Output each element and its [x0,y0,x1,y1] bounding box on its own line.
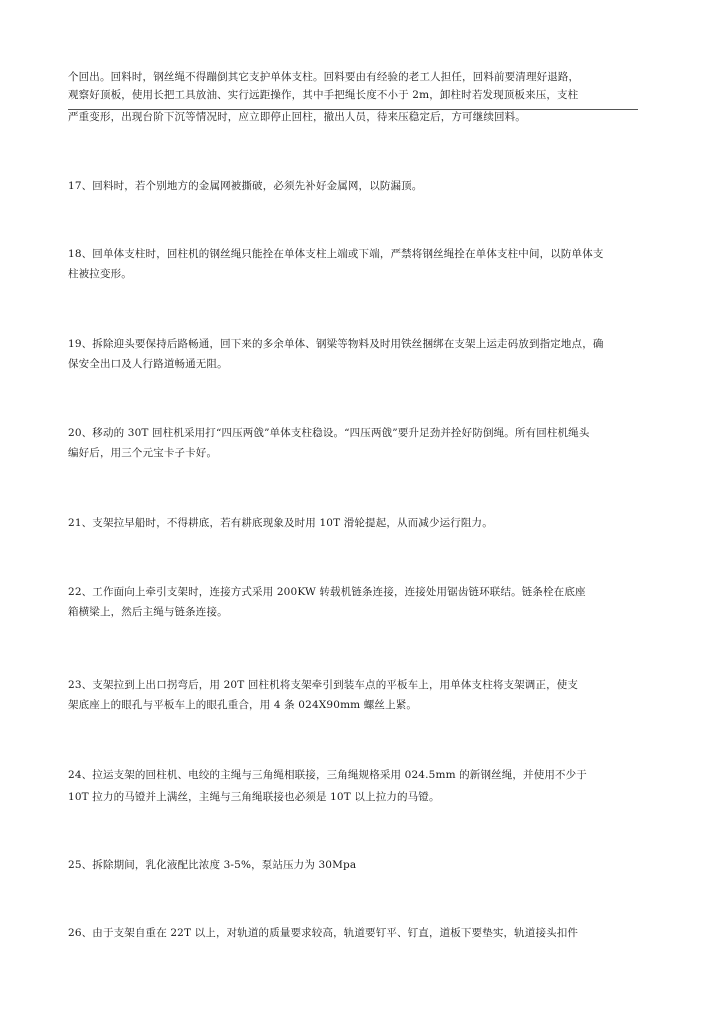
top-paragraph-line-2: 观察好顶板，使用长把工具放油、实行远距操作，其中手把绳长度不小于 2m，卸柱时若发现顶板来压，支柱 [68,89,579,101]
item-25-line-1: 25、拆除期间，乳化液配比浓度 3-5%，泵站压力为 30Mpa [68,859,357,871]
top-paragraph-line-3: 严重变形，出现台阶下沉等情况时，应立即停止回柱，撤出人员，待来压稳定后，方可继续回料。 [68,111,526,123]
item-18-line-2: 柱被拉变形。 [68,268,132,280]
item-23-line-2: 架底座上的眼孔与平板车上的眼孔重合，用 4 条 024X90mm 螺丝上紧。 [68,699,418,711]
item-20-line-1: 20、移动的 30T 回柱机采用打“四压两戗”单体支柱稳设。“四压两戗”要升足劲并拴好防倒绳。所有回柱机绳头 [68,427,590,439]
item-26-line-1: 26、由于支架自重在 22T 以上，对轨道的质量要求较高，轨道要钉平、钉直，道板下要垫实，轨道接头扣件 [68,927,579,939]
item-20-line-2: 编好后，用三个元宝卡子卡好。 [68,447,218,459]
item-22-line-2: 箱横梁上，然后主绳与链条连接。 [68,606,228,618]
item-24-line-2: 10T 拉力的马镫并上满丝，主绳与三角绳联接也必须是 10T 以上拉力的马镫。 [68,791,440,803]
item-22-line-1: 22、工作面向上牵引支架时，连接方式采用 200KW 转载机链条连接，连接处用锯齿链环联结。链条栓在底座 [68,586,586,598]
top-paragraph-line-1: 个回出。回料时，钢丝绳不得蹦倒其它支护单体支柱。回料要由有经验的老工人担任，回料前要清理好退路， [68,71,580,83]
item-19-line-1: 19、拆除迎头要保持后路畅通，回下来的多余单体、钢梁等物料及时用铁丝捆绑在支架上运走码放到指定地点，确 [68,338,604,350]
item-24-line-1: 24、拉运支架的回柱机、电绞的主绳与三角绳相联接，三角绳规格采用 024.5mm 的新钢丝绳，并使用不少于 [68,769,587,781]
item-21-line-1: 21、支架拉早船时，不得耕底，若有耕底现象及时用 10T 滑轮提起，从而减少运行阻力。 [68,517,493,529]
item-17-line-1: 17、回料时，若个别地方的金属网被撕破，必须先补好金属网，以防漏顶。 [68,180,423,192]
item-18-line-1: 18、回单体支柱时，回柱机的钢丝绳只能拴在单体支柱上端或下端，严禁将钢丝绳拴在单体支柱中间，以防单体支 [68,248,604,260]
item-23-line-1: 23、支架拉到上出口拐弯后，用 20T 回柱机将支架牵引到装车点的平板车上，用单体支柱将支架调正，使支 [68,679,579,691]
item-19-line-2: 保安全出口及人行路道畅通无阻。 [68,358,228,370]
